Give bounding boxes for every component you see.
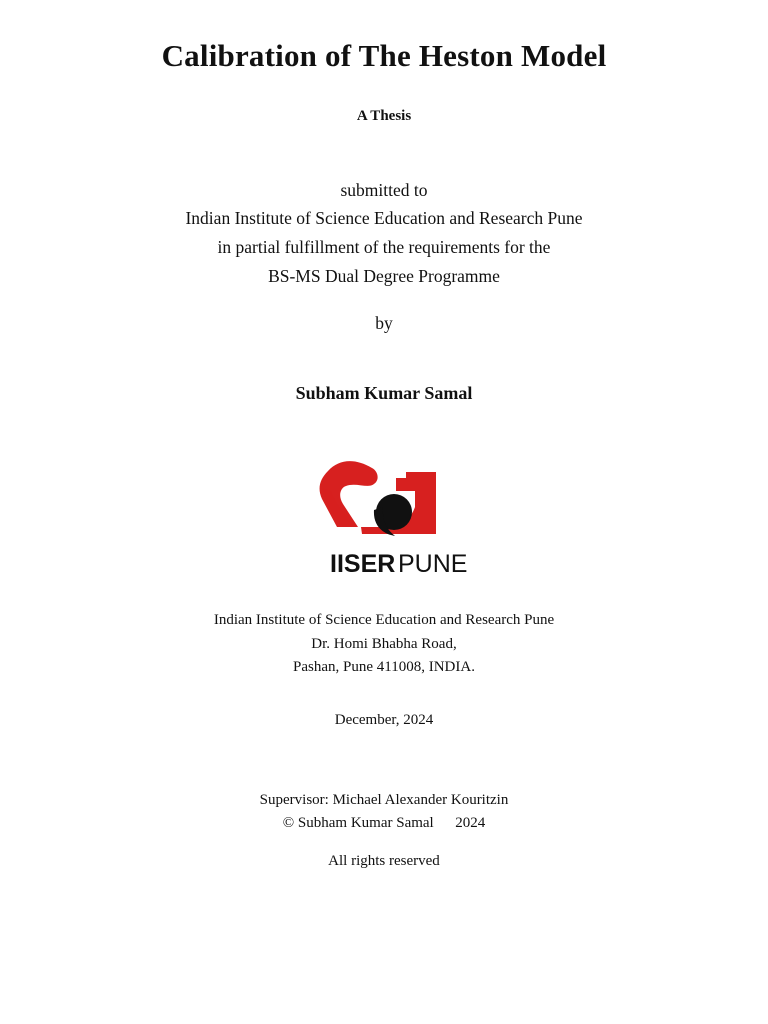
institution-address-line-3: Pashan, Pune 411008, INDIA.	[293, 659, 475, 675]
institution-address-line-1: Indian Institute of Science Education and Research Pune	[213, 612, 555, 628]
copyright-line	[0, 815, 768, 832]
thesis-title: Calibration of The Heston Model	[161, 38, 607, 73]
supervisor-line: Supervisor: Michael Alexander Kouritzin	[259, 792, 509, 808]
logo-pune-text: PUNE	[398, 550, 468, 578]
copyright-icon: ©	[282, 815, 295, 831]
document-type: A Thesis	[356, 108, 412, 124]
submission-line-3: in partial fulfillment of the requirements for the	[217, 237, 551, 257]
by-label: by	[375, 313, 393, 333]
institution-address-line-2: Dr. Homi Bhabha Road,	[311, 636, 457, 652]
submission-line-2: Indian Institute of Science Education and Research Pune	[185, 208, 583, 228]
submission-date: December, 2024	[334, 712, 434, 728]
iiser-pune-logo	[318, 458, 468, 578]
submission-line-4: BS-MS Dual Degree Programme	[268, 266, 500, 286]
logo-iiser-text: IISER	[330, 550, 396, 578]
author-name: Subham Kumar Samal	[295, 383, 473, 403]
submission-line-1: submitted to	[340, 180, 428, 200]
copyright-year: 2024	[455, 815, 486, 831]
copyright-holder: Subham Kumar Samal	[297, 815, 434, 831]
rights-statement: All rights reserved	[328, 853, 440, 869]
